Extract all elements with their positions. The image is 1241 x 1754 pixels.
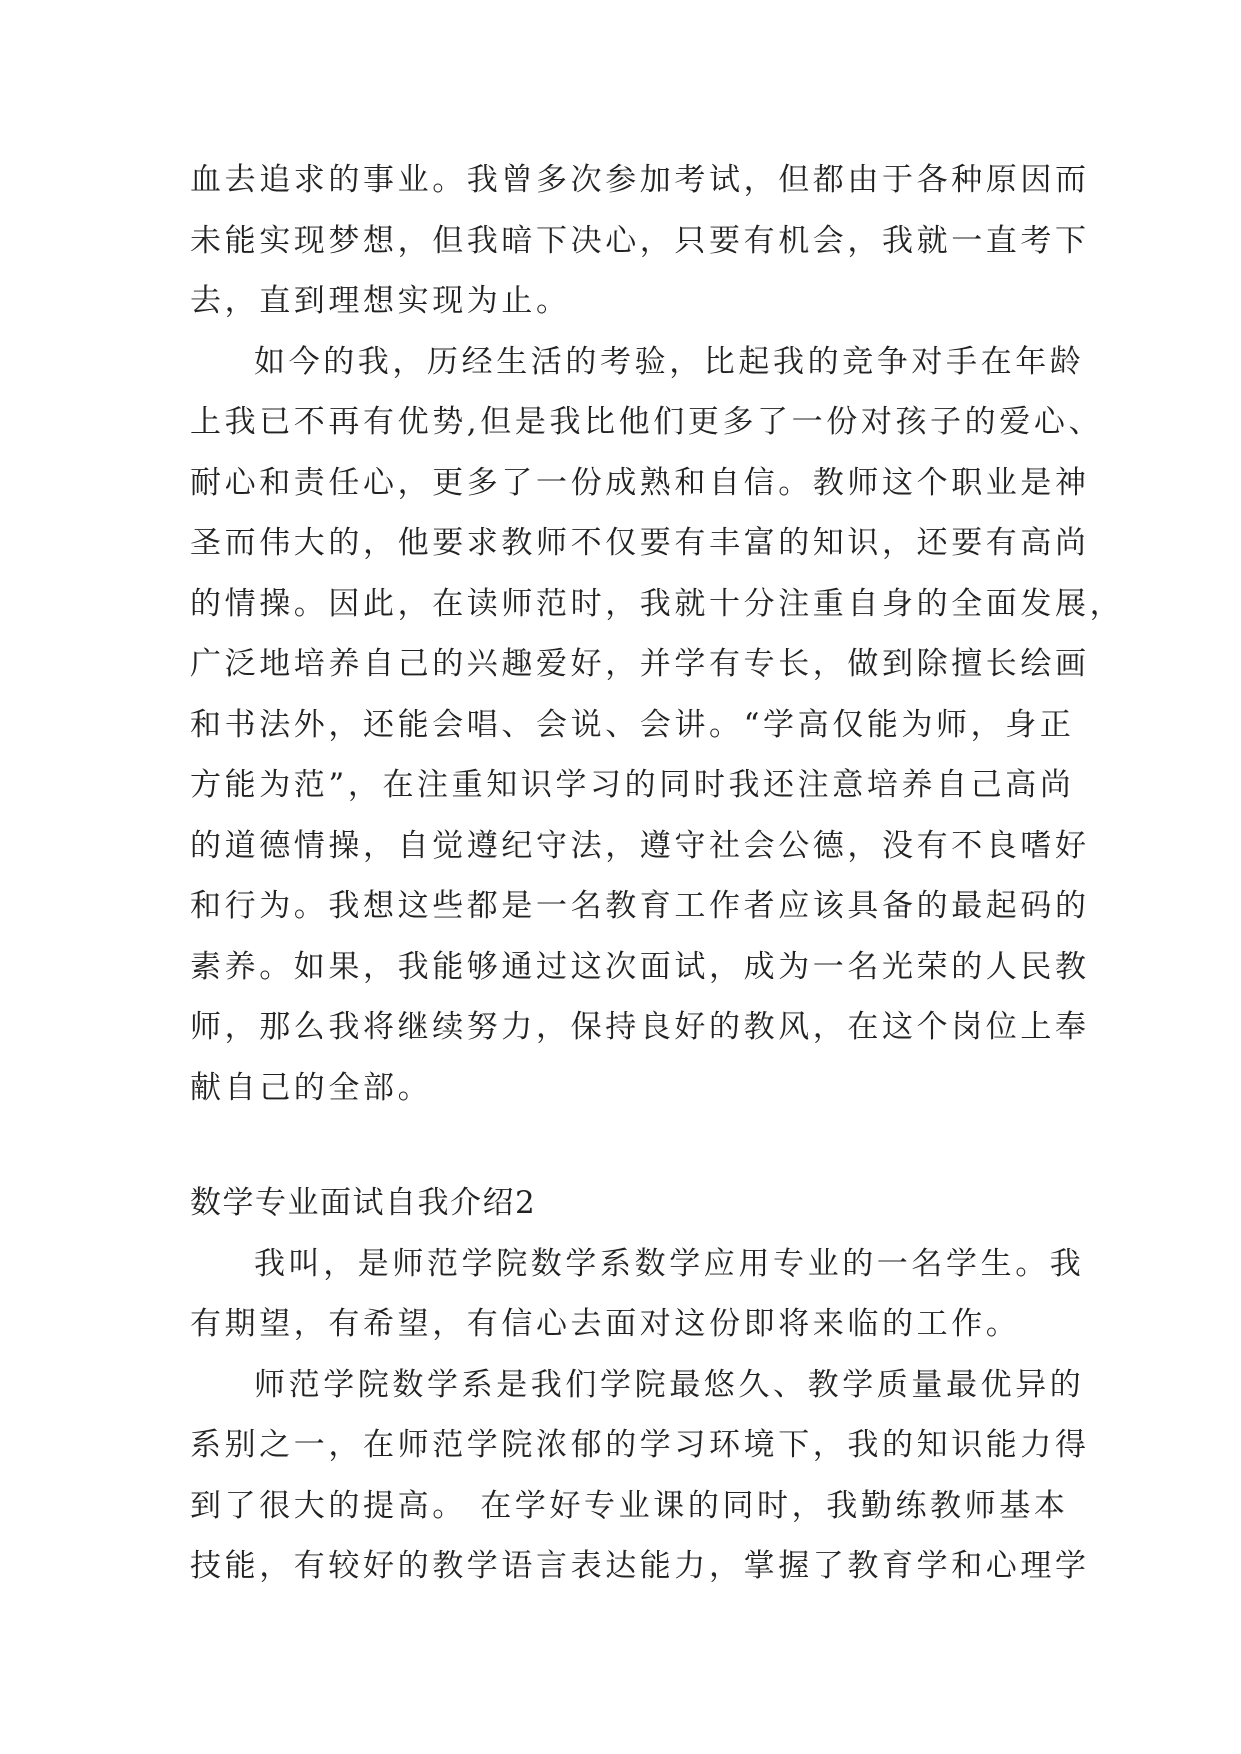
paragraph-line: 方能为范”，在注重知识学习的同时我还注意培养自己高尚 — [190, 767, 1075, 803]
section-heading: 数学专业面试自我介绍2 — [190, 1185, 537, 1221]
paragraph-line: 献自己的全部。 — [190, 1069, 433, 1106]
paragraph-line: 和行为。我想这些都是一名教育工作者应该具备的最起码的 — [190, 888, 1090, 924]
paragraph-line: 素养。如果，我能够通过这次面试，成为一名光荣的人民教 — [190, 948, 1090, 985]
paragraph-line: 圣而伟大的，他要求教师不仅要有丰富的知识，还要有高尚 — [190, 525, 1090, 561]
paragraph-line: 去，直到理想实现为止。 — [190, 283, 571, 319]
paragraph-line: 我叫，是师范学院数学系数学应用专业的一名学生。我 — [254, 1245, 1085, 1282]
paragraph-line: 有期望，有希望，有信心去面对这份即将来临的工作。 — [190, 1306, 1021, 1342]
paragraph-line: 系别之一，在师范学院浓郁的学习环境下，我的知识能力得 — [190, 1427, 1090, 1463]
paragraph-line: 血去追求的事业。我曾多次参加考试，但都由于各种原因而 — [190, 162, 1090, 198]
paragraph-line: 技能，有较好的教学语言表达能力，掌握了教育学和心理学 — [190, 1548, 1090, 1584]
paragraph-2 — [190, 332, 1125, 1119]
paragraph-line: 师范学院数学系是我们学院最悠久、教学质量最优异的 — [254, 1366, 1085, 1403]
paragraph-line: 的情操。因此，在读师范时，我就十分注重自身的全面发展， — [190, 585, 1125, 622]
paragraph-line: 未能实现梦想，但我暗下决心，只要有机会，我就一直考下 — [190, 222, 1090, 259]
paragraph-line: 耐心和责任心，更多了一份成熟和自信。教师这个职业是神 — [190, 464, 1090, 501]
paragraph-4 — [190, 1355, 1090, 1597]
paragraph-line: 广泛地培养自己的兴趣爱好，并学有专长，做到除擅长绘画 — [190, 646, 1090, 682]
paragraph-1 — [190, 150, 1090, 332]
paragraph-line: 师，那么我将继续努力，保持良好的教风，在这个岗位上奉 — [190, 1009, 1090, 1045]
document-body — [190, 150, 1125, 1597]
paragraph-line: 如今的我，历经生活的考验，比起我的竞争对手在年龄 — [254, 343, 1085, 380]
paragraph-line: 和书法外，还能会唱、会说、会讲。“学高仅能为师，身正 — [190, 706, 1075, 743]
paragraph-line: 到了很大的提高。 在学好专业课的同时，我勤练教师基本 — [190, 1487, 1069, 1524]
paragraph-3 — [190, 1234, 1085, 1355]
section-spacer — [190, 1118, 1045, 1173]
paragraph-line: 上我已不再有优势,但是我比他们更多了一份对孩子的爱心、 — [190, 404, 1104, 440]
paragraph-line: 的道德情操，自觉遵纪守法，遵守社会公德，没有不良嗜好 — [190, 827, 1090, 864]
